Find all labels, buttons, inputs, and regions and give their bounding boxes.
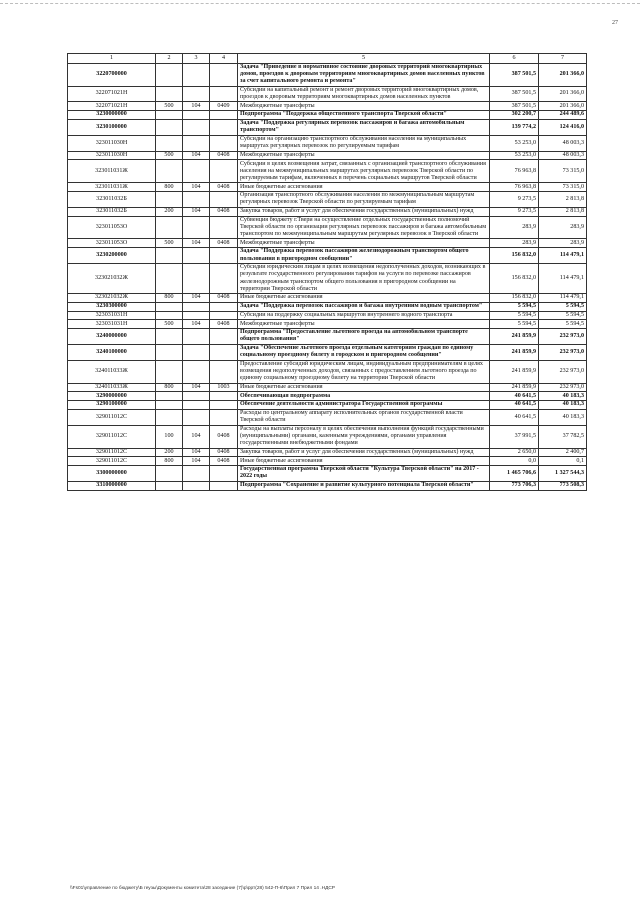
- description-cell: Иные бюджетные ассигнования: [238, 294, 490, 303]
- section-cell: [210, 216, 238, 239]
- department-cell: [183, 302, 210, 311]
- section-cell: [210, 409, 238, 425]
- department-cell: 104: [183, 294, 210, 303]
- budget-code-cell: 322071021Н: [68, 86, 156, 102]
- description-cell: Задача "Обеспечение льготного проезда отдельным категориям граждан по единому социальному проездному билету в городском и пригородном сообщении": [238, 344, 490, 360]
- table-row: [68, 392, 587, 401]
- description-cell: Закупка товаров, работ и услуг для обеспечения государственных (муниципальных) нужд: [238, 207, 490, 216]
- description-cell: Задача "Поддержка перевозок пассажиров железнодорожным транспортом общего пользования в пригородном сообщении": [238, 248, 490, 264]
- budget-code-cell: 323021032Ж: [68, 294, 156, 303]
- column-header: 7: [539, 54, 587, 64]
- budget-code-cell: 3230000000: [68, 111, 156, 120]
- table-row: [68, 264, 587, 294]
- description-cell: Подпрограмма "Поддержка общественного транспорта Тверской области": [238, 111, 490, 120]
- executed-amount-cell: 244 489,6: [539, 111, 587, 120]
- description-cell: Межбюджетные трансферты: [238, 320, 490, 329]
- department-cell: [183, 191, 210, 207]
- expense-type-cell: [156, 160, 183, 183]
- planned-amount-cell: 156 832,0: [490, 248, 539, 264]
- budget-code-cell: 323021032Ж: [68, 264, 156, 294]
- department-cell: [183, 216, 210, 239]
- expense-type-cell: 500: [156, 102, 183, 111]
- expense-type-cell: 500: [156, 239, 183, 248]
- executed-amount-cell: 40 183,3: [539, 401, 587, 410]
- description-cell: Субсидии на поддержку социальных маршрутов внутреннего водного транспорта: [238, 311, 490, 320]
- section-cell: [210, 302, 238, 311]
- planned-amount-cell: 53 253,0: [490, 135, 539, 151]
- department-cell: [183, 119, 210, 135]
- section-cell: [210, 63, 238, 86]
- expense-type-cell: [156, 481, 183, 490]
- executed-amount-cell: 37 782,5: [539, 425, 587, 448]
- executed-amount-cell: 201 366,0: [539, 63, 587, 86]
- budget-code-cell: 329011012С: [68, 425, 156, 448]
- budget-code-cell: 323011031Ж: [68, 160, 156, 183]
- expense-type-cell: [156, 216, 183, 239]
- table-row: [68, 466, 587, 482]
- planned-amount-cell: 0,0: [490, 457, 539, 466]
- description-cell: Расходы по центральному аппарату исполнительных органов государственной власти Тверской области: [238, 409, 490, 425]
- planned-amount-cell: 76 963,8: [490, 183, 539, 192]
- section-cell: [210, 86, 238, 102]
- budget-code-cell: 3240100000: [68, 344, 156, 360]
- planned-amount-cell: 1 465 706,6: [490, 466, 539, 482]
- description-cell: Задача "Поддержка перевозок пассажиров и багажа внутренним водным транспортом": [238, 302, 490, 311]
- budget-code-cell: 3290000000: [68, 392, 156, 401]
- executed-amount-cell: 114 479,1: [539, 294, 587, 303]
- expense-type-cell: [156, 392, 183, 401]
- description-cell: Обеспечение деятельности администратора Государственной программы: [238, 401, 490, 410]
- department-cell: [183, 481, 210, 490]
- executed-amount-cell: 2 813,8: [539, 207, 587, 216]
- planned-amount-cell: 5 594,5: [490, 311, 539, 320]
- expense-type-cell: [156, 111, 183, 120]
- executed-amount-cell: 1 327 544,3: [539, 466, 587, 482]
- column-header: 4: [210, 54, 238, 64]
- budget-code-cell: 323011032Б: [68, 207, 156, 216]
- section-cell: 0408: [210, 294, 238, 303]
- expense-type-cell: [156, 119, 183, 135]
- executed-amount-cell: 40 183,3: [539, 409, 587, 425]
- table-row: [68, 191, 587, 207]
- section-cell: [210, 264, 238, 294]
- department-cell: 104: [183, 239, 210, 248]
- section-cell: [210, 248, 238, 264]
- department-cell: 104: [183, 425, 210, 448]
- planned-amount-cell: 40 641,5: [490, 401, 539, 410]
- department-cell: [183, 409, 210, 425]
- section-cell: 0409: [210, 102, 238, 111]
- description-cell: Расходы на выплаты персоналу в целях обеспечения выполнения функций государственными (муниципальными) органами, казенными учреждениями, органами управления государственными внебюджетными фондами: [238, 425, 490, 448]
- executed-amount-cell: 201 366,0: [539, 86, 587, 102]
- expense-type-cell: [156, 63, 183, 86]
- expense-type-cell: 800: [156, 183, 183, 192]
- planned-amount-cell: 302 200,7: [490, 111, 539, 120]
- description-cell: Подпрограмма "Сохранение и развитие культурного потенциала Тверской области": [238, 481, 490, 490]
- budget-code-cell: 323011030Н: [68, 135, 156, 151]
- expense-type-cell: [156, 409, 183, 425]
- department-cell: 104: [183, 457, 210, 466]
- column-header: 2: [156, 54, 183, 64]
- table-row: [68, 457, 587, 466]
- budget-code-cell: 323031031Н: [68, 311, 156, 320]
- department-cell: 104: [183, 102, 210, 111]
- expense-type-cell: [156, 302, 183, 311]
- description-cell: Государственная программа Тверской области "Культура Тверской области" на 2017 - 2022 годы: [238, 466, 490, 482]
- section-cell: [210, 135, 238, 151]
- section-cell: [210, 119, 238, 135]
- section-cell: [210, 360, 238, 383]
- table-row: [68, 409, 587, 425]
- executed-amount-cell: 232 973,0: [539, 344, 587, 360]
- expense-type-cell: [156, 344, 183, 360]
- executed-amount-cell: 114 479,1: [539, 248, 587, 264]
- expense-type-cell: 200: [156, 448, 183, 457]
- budget-code-cell: 323011053О: [68, 216, 156, 239]
- executed-amount-cell: 40 183,3: [539, 392, 587, 401]
- budget-table: [67, 53, 587, 491]
- planned-amount-cell: 387 501,5: [490, 102, 539, 111]
- section-cell: [210, 466, 238, 482]
- budget-code-cell: 3230300000: [68, 302, 156, 311]
- table-row: [68, 401, 587, 410]
- table-row: [68, 425, 587, 448]
- expense-type-cell: [156, 360, 183, 383]
- section-cell: 1003: [210, 383, 238, 392]
- executed-amount-cell: 283,9: [539, 239, 587, 248]
- description-cell: Субсидии в целях возмещения затрат, связанных с организацией транспортного обслуживания населения на межмуниципальных маршрутах регулярных перевозок Тверской области по регулируемым тарифам, включенных в перечень социальных маршрутов Тверской области: [238, 160, 490, 183]
- executed-amount-cell: 283,9: [539, 216, 587, 239]
- description-cell: Межбюджетные трансферты: [238, 239, 490, 248]
- planned-amount-cell: 387 501,5: [490, 86, 539, 102]
- section-cell: [210, 111, 238, 120]
- section-cell: [210, 344, 238, 360]
- description-cell: Обеспечивающая подпрограмма: [238, 392, 490, 401]
- executed-amount-cell: 2 400,7: [539, 448, 587, 457]
- planned-amount-cell: 156 832,0: [490, 264, 539, 294]
- executed-amount-cell: 232 973,0: [539, 329, 587, 345]
- section-cell: [210, 160, 238, 183]
- budget-code-cell: 3300000000: [68, 466, 156, 482]
- description-cell: Субсидии юридическим лицам в целях возмещения недополученных доходов, возникающих в результате государственного регулирования тарифов на услуги по перевозке пассажиров железнодорожным транспортом общего пользования в пригородном сообщении на территории Тверской области: [238, 264, 490, 294]
- table-row: [68, 160, 587, 183]
- executed-amount-cell: 232 973,0: [539, 383, 587, 392]
- expense-type-cell: [156, 135, 183, 151]
- budget-code-cell: 324011033Ж: [68, 383, 156, 392]
- expense-type-cell: [156, 329, 183, 345]
- expense-type-cell: 800: [156, 383, 183, 392]
- scan-edge-line: [0, 3, 640, 4]
- expense-type-cell: [156, 191, 183, 207]
- table-header-row: [68, 54, 587, 64]
- budget-code-cell: 323011053О: [68, 239, 156, 248]
- section-cell: 0408: [210, 239, 238, 248]
- department-cell: [183, 86, 210, 102]
- planned-amount-cell: 2 650,0: [490, 448, 539, 457]
- table-row: [68, 239, 587, 248]
- executed-amount-cell: 124 416,0: [539, 119, 587, 135]
- table-row: [68, 360, 587, 383]
- department-cell: [183, 63, 210, 86]
- department-cell: 104: [183, 151, 210, 160]
- planned-amount-cell: 283,9: [490, 239, 539, 248]
- description-cell: Субвенция бюджету г.Твери на осуществление отдельных государственных полномочий Тверской области по организации регулярных перевозок пассажиров и багажа автомобильным транспортом по межмуниципальным маршрутам регулярных перевозок в Тверской области: [238, 216, 490, 239]
- department-cell: [183, 135, 210, 151]
- expense-type-cell: 100: [156, 425, 183, 448]
- budget-code-cell: 3240000000: [68, 329, 156, 345]
- planned-amount-cell: 76 963,8: [490, 160, 539, 183]
- budget-code-cell: 3310000000: [68, 481, 156, 490]
- budget-code-cell: 3290100000: [68, 401, 156, 410]
- planned-amount-cell: 5 594,5: [490, 302, 539, 311]
- planned-amount-cell: 40 641,5: [490, 392, 539, 401]
- department-cell: [183, 392, 210, 401]
- table-row: [68, 207, 587, 216]
- budget-code-cell: 323011030Н: [68, 151, 156, 160]
- planned-amount-cell: 40 641,5: [490, 409, 539, 425]
- section-cell: 0408: [210, 207, 238, 216]
- planned-amount-cell: 9 273,5: [490, 191, 539, 207]
- executed-amount-cell: 2 813,8: [539, 191, 587, 207]
- section-cell: [210, 481, 238, 490]
- budget-code-cell: 3230200000: [68, 248, 156, 264]
- column-header: 5: [238, 54, 490, 64]
- column-header: 3: [183, 54, 210, 64]
- section-cell: 0408: [210, 425, 238, 448]
- planned-amount-cell: 156 832,0: [490, 294, 539, 303]
- table-row: [68, 63, 587, 86]
- executed-amount-cell: 73 315,0: [539, 160, 587, 183]
- description-cell: Иные бюджетные ассигнования: [238, 383, 490, 392]
- table-row: [68, 119, 587, 135]
- executed-amount-cell: 48 003,3: [539, 135, 587, 151]
- budget-code-cell: 323011032Б: [68, 191, 156, 207]
- executed-amount-cell: 201 366,0: [539, 102, 587, 111]
- executed-amount-cell: 48 003,3: [539, 151, 587, 160]
- section-cell: 0408: [210, 320, 238, 329]
- department-cell: [183, 248, 210, 264]
- section-cell: 0408: [210, 151, 238, 160]
- executed-amount-cell: 5 594,5: [539, 320, 587, 329]
- section-cell: [210, 392, 238, 401]
- table-row: [68, 135, 587, 151]
- planned-amount-cell: 241 859,9: [490, 360, 539, 383]
- section-cell: [210, 329, 238, 345]
- table-row: [68, 216, 587, 239]
- executed-amount-cell: 5 594,5: [539, 311, 587, 320]
- table-row: [68, 294, 587, 303]
- executed-amount-cell: 5 594,5: [539, 302, 587, 311]
- expense-type-cell: 500: [156, 151, 183, 160]
- table-row: [68, 86, 587, 102]
- department-cell: [183, 329, 210, 345]
- table-row: [68, 383, 587, 392]
- budget-code-cell: 323031031Н: [68, 320, 156, 329]
- table-row: [68, 311, 587, 320]
- section-cell: 0408: [210, 183, 238, 192]
- budget-code-cell: 322071021Н: [68, 102, 156, 111]
- department-cell: 104: [183, 183, 210, 192]
- executed-amount-cell: 73 315,0: [539, 183, 587, 192]
- department-cell: [183, 264, 210, 294]
- planned-amount-cell: 139 774,2: [490, 119, 539, 135]
- description-cell: Подпрограмма "Предоставление льготного проезда на автомобильном транспорте общего пользования": [238, 329, 490, 345]
- description-cell: Субсидии на капитальный ремонт и ремонт дворовых территорий многоквартирных домов, проездов к дворовым территориям многоквартирных домов населенных пунктов: [238, 86, 490, 102]
- section-cell: 0408: [210, 457, 238, 466]
- section-cell: [210, 401, 238, 410]
- budget-code-cell: 324011033Ж: [68, 360, 156, 383]
- expense-type-cell: [156, 86, 183, 102]
- table-row: [68, 102, 587, 111]
- department-cell: 104: [183, 383, 210, 392]
- budget-code-cell: 323011031Ж: [68, 183, 156, 192]
- table-row: [68, 329, 587, 345]
- table-row: [68, 248, 587, 264]
- table-row: [68, 448, 587, 457]
- description-cell: Предоставление субсидий юридическим лицам, индивидуальным предпринимателям в целях возмещения недополученных доходов, связанных с предоставлением льготного проезда по единому социальному проездному билету на территории Тверской области: [238, 360, 490, 383]
- column-header: 6: [490, 54, 539, 64]
- table-row: [68, 344, 587, 360]
- planned-amount-cell: 773 706,3: [490, 481, 539, 490]
- planned-amount-cell: 37 991,5: [490, 425, 539, 448]
- description-cell: Организация транспортного обслуживания населения по межмуниципальным маршрутам регулярных перевозок Тверской области по регулируемым тарифам: [238, 191, 490, 207]
- planned-amount-cell: 387 501,5: [490, 63, 539, 86]
- table-row: [68, 151, 587, 160]
- table-row: [68, 302, 587, 311]
- table-row: [68, 481, 587, 490]
- executed-amount-cell: 114 479,1: [539, 264, 587, 294]
- expense-type-cell: [156, 264, 183, 294]
- budget-code-cell: 329011012С: [68, 457, 156, 466]
- table-row: [68, 111, 587, 120]
- description-cell: Иные бюджетные ассигнования: [238, 183, 490, 192]
- planned-amount-cell: 9 273,5: [490, 207, 539, 216]
- planned-amount-cell: 283,9: [490, 216, 539, 239]
- page-number: 27: [612, 20, 618, 26]
- description-cell: Задача "Поддержка регулярных перевозок пассажиров и багажа автомобильным транспортом": [238, 119, 490, 135]
- budget-code-cell: 329011012С: [68, 448, 156, 457]
- department-cell: [183, 360, 210, 383]
- expense-type-cell: [156, 248, 183, 264]
- expense-type-cell: [156, 311, 183, 320]
- department-cell: [183, 344, 210, 360]
- expense-type-cell: 800: [156, 457, 183, 466]
- description-cell: Иные бюджетные ассигнования: [238, 457, 490, 466]
- file-path-footer: \\Fs01\управление по бюджету\Б геузы\Документы комитета\28 заседание (7)\р\ррт(28) 542-П-6\Прил 7 Прил 14 .НДСР: [70, 886, 335, 891]
- department-cell: [183, 160, 210, 183]
- expense-type-cell: 800: [156, 294, 183, 303]
- department-cell: [183, 401, 210, 410]
- expense-type-cell: 200: [156, 207, 183, 216]
- description-cell: Закупка товаров, работ и услуг для обеспечения государственных (муниципальных) нужд: [238, 448, 490, 457]
- planned-amount-cell: 241 859,9: [490, 344, 539, 360]
- planned-amount-cell: 53 253,0: [490, 151, 539, 160]
- executed-amount-cell: 773 508,3: [539, 481, 587, 490]
- description-cell: Субсидии на организацию транспортного обслуживания населения на муниципальных маршрутах регулярных перевозок по регулируемым тарифам: [238, 135, 490, 151]
- description-cell: Задача "Приведение в нормативное состояние дворовых территорий многоквартирных домов, проездов к дворовым территориям многоквартирных домов населенных пунктов за счет капитального ремонта и ремонта": [238, 63, 490, 86]
- department-cell: [183, 466, 210, 482]
- department-cell: [183, 311, 210, 320]
- expense-type-cell: [156, 401, 183, 410]
- expense-type-cell: 500: [156, 320, 183, 329]
- column-header: 1: [68, 54, 156, 64]
- planned-amount-cell: 241 859,9: [490, 383, 539, 392]
- section-cell: 0408: [210, 448, 238, 457]
- executed-amount-cell: 0,1: [539, 457, 587, 466]
- budget-code-cell: 3220700000: [68, 63, 156, 86]
- department-cell: 104: [183, 448, 210, 457]
- budget-code-cell: 3230100000: [68, 119, 156, 135]
- description-cell: Межбюджетные трансферты: [238, 151, 490, 160]
- description-cell: Межбюджетные трансферты: [238, 102, 490, 111]
- expense-type-cell: [156, 466, 183, 482]
- department-cell: 104: [183, 207, 210, 216]
- table-row: [68, 183, 587, 192]
- department-cell: [183, 111, 210, 120]
- table-row: [68, 320, 587, 329]
- section-cell: [210, 311, 238, 320]
- planned-amount-cell: 5 594,5: [490, 320, 539, 329]
- budget-code-cell: 329011012С: [68, 409, 156, 425]
- section-cell: [210, 191, 238, 207]
- executed-amount-cell: 232 973,0: [539, 360, 587, 383]
- planned-amount-cell: 241 859,9: [490, 329, 539, 345]
- department-cell: 104: [183, 320, 210, 329]
